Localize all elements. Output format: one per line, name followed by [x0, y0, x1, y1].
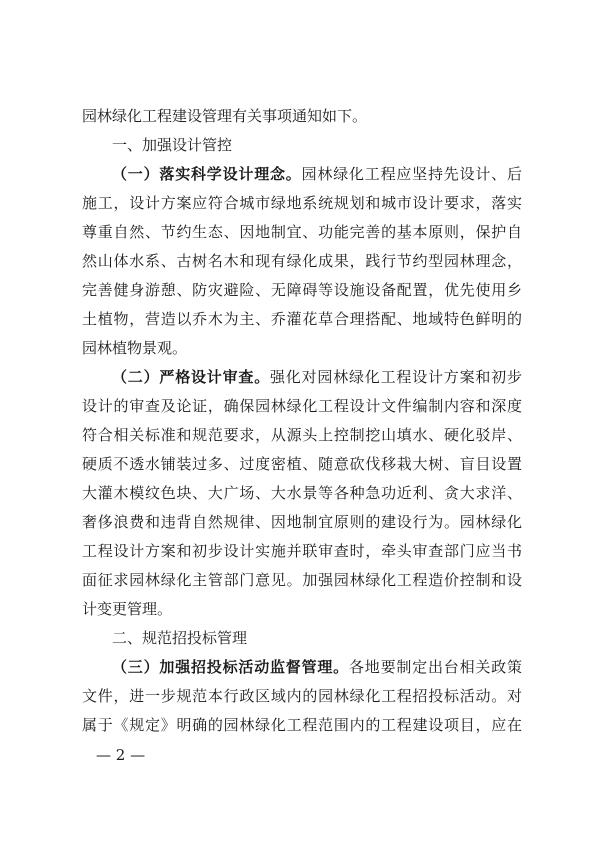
para2-line: 工程设计方案和初步设计实施并联审查时，牵头审查部门应当书 — [82, 542, 522, 560]
para1-line: 施工，设计方案应符合城市绿地系统规划和城市设计要求，落实 — [82, 194, 522, 212]
para3-line: 属于《规定》明确的园林绿化工程范围内的工程建设项目，应在 — [82, 716, 522, 734]
para2-line: 符合相关标准和规范要求，从源头上控制挖山填水、硬化驳岸、 — [82, 426, 522, 444]
intro-line: 园林绿化工程建设管理有关事项通知如下。 — [82, 107, 368, 125]
para2-lead: （二）严格设计审查。 — [112, 368, 270, 386]
para2-last-line: 计变更管理。 — [82, 600, 173, 618]
para1-line: 尊重自然、节约生态、因地制宜、功能完善的基本原则，保护自 — [82, 223, 522, 241]
section-heading-design: 一、加强设计管控 — [112, 136, 233, 154]
para1-first-rest: 园林绿化工程应坚持先设计、后 — [301, 165, 522, 183]
para1-last-line: 园林植物景观。 — [82, 339, 188, 357]
para2-line: 大灌木模纹色块、大广场、大水景等各种急功近利、贪大求洋、 — [82, 484, 522, 502]
para2-line: 设计的审查及论证，确保园林绿化工程设计文件编制内容和深度 — [82, 397, 522, 415]
para2-line: 面征求园林绿化主管部门意见。加强园林绿化工程造价控制和设 — [82, 571, 522, 589]
document-body — [82, 102, 522, 740]
para1-first-line — [82, 160, 522, 189]
para2-first-rest: 强化对园林绿化工程设计方案和初步 — [270, 368, 522, 386]
para2-line: 奢侈浪费和违背自然规律、因地制宜原则的建设行为。园林绿化 — [82, 513, 522, 531]
para3-lead: （三）加强招投标活动监督管理。 — [112, 658, 349, 676]
para3-line: 文件，进一步规范本行政区域内的园林绿化工程招投标活动。对 — [82, 687, 522, 705]
para2-line: 硬质不透水铺装过多、过度密植、随意砍伐移栽大树、盲目设置 — [82, 455, 522, 473]
para1-line: 完善健身游憩、防灾避险、无障碍等设施设备配置，优先使用乡 — [82, 281, 522, 299]
para1-line: 然山体水系、古树名木和现有绿化成果，践行节约型园林理念， — [82, 252, 522, 270]
page-number: — 2 — — [96, 746, 146, 764]
para3-first-line — [82, 653, 522, 682]
para1-lead: （一）落实科学设计理念。 — [112, 165, 302, 183]
para1-line: 土植物，营造以乔木为主、乔灌花草合理搭配、地域特色鲜明的 — [82, 310, 522, 328]
para3-first-rest: 各地要制定出台相关政策 — [348, 658, 522, 676]
para2-first-line — [82, 363, 522, 392]
section-heading-bidding: 二、规范招投标管理 — [112, 629, 248, 647]
